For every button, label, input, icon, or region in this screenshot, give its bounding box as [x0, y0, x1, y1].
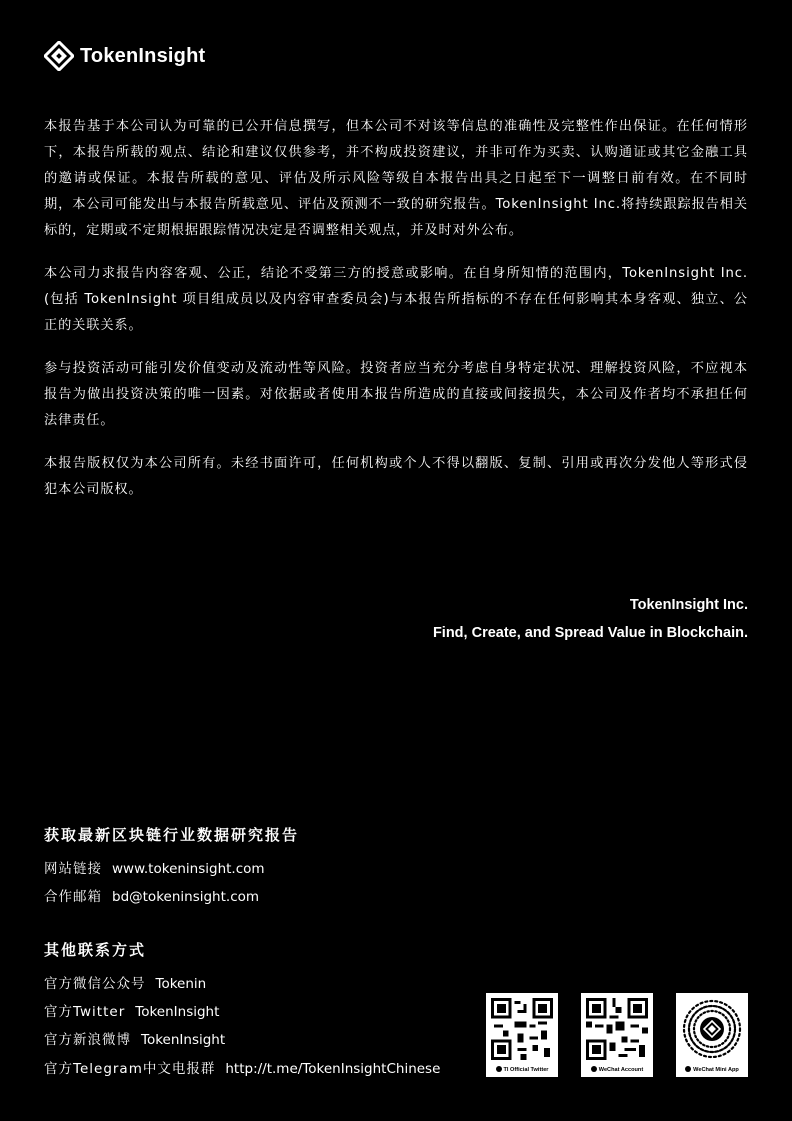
mini-app-icon [685, 1066, 691, 1072]
email-line [44, 887, 259, 907]
qr-code-icon [491, 998, 553, 1060]
website-line [44, 859, 265, 879]
brand-logo [44, 41, 205, 71]
qr-code-mini-app [676, 993, 748, 1077]
contact-label: 官方Twitter [44, 1004, 126, 1020]
disclaimer-paragraph: 本报告版权仅为本公司所有。未经书面许可，任何机构或个人不得以翻版、复制、引用或再次分发他人等形式侵犯本公司版权。 [44, 456, 748, 497]
disclaimer [44, 114, 748, 520]
reports-title: 获取最新区块链行业数据研究报告 [44, 826, 300, 844]
brand-name: TokenInsight [80, 44, 206, 67]
mini-program-code-icon [681, 998, 743, 1060]
email-link[interactable]: bd@tokeninsight.com [112, 889, 260, 905]
email-label: 合作邮箱 [44, 889, 102, 905]
qr-caption: WeChat Mini App [693, 1067, 739, 1073]
qr-code-wechat [581, 993, 653, 1077]
disclaimer-paragraph: 参与投资活动可能引发价值变动及流动性等风险。投资者应当充分考虑自身特定状况、理解投资风险，不应视本报告为做出投资决策的唯一因素。对依据或者使用本报告所造成的直接或间接损失，本公司及作者均不承担任何法律责任。 [44, 361, 748, 428]
contact-label: 官方微信公众号 [44, 976, 146, 992]
disclaimer-paragraph: 本报告基于本公司认为可靠的已公开信息撰写，但本公司不对该等信息的准确性及完整性作出保证。在任何情形下，本报告所载的观点、结论和建议仅供参考，并不构成投资建议，并非可作为买卖、认购通证或其它金融工具的邀请或保证。本报告所载的意见、评估及所示风险等级自本报告出具之日起至下一调整日前有效。在不同时期，本公司可能发出与本报告所载意见、评估及预测不一致的研究报告。TokenInsight Inc.将持续跟踪报告相关标的，定期或不定期根据跟踪情况决定是否调整相关观点，并及时对外公布。 [44, 119, 748, 238]
wechat-icon [591, 1066, 597, 1072]
contact-value: TokenInsight [141, 1032, 226, 1048]
contact-weibo-line [44, 1030, 225, 1050]
contact-value: TokenInsight [135, 1004, 220, 1020]
website-link[interactable]: www.tokeninsight.com [112, 861, 265, 877]
website-label: 网站链接 [44, 861, 102, 877]
contacts-title: 其他联系方式 [44, 941, 147, 959]
twitter-icon [496, 1066, 502, 1072]
tokeninsight-logo-icon [44, 41, 74, 71]
contact-telegram-line [44, 1059, 440, 1079]
contact-twitter-line [44, 1002, 219, 1022]
qr-caption: WeChat Account [598, 1067, 644, 1073]
contact-wechat-line [44, 974, 206, 994]
qr-code-twitter [486, 993, 558, 1077]
telegram-link[interactable]: http://t.me/TokenInsightChinese [225, 1061, 441, 1077]
qr-codes [486, 993, 748, 1077]
qr-caption: TI Official Twitter [503, 1067, 549, 1073]
contact-value: Tokenin [155, 976, 207, 992]
slogan [433, 591, 748, 647]
disclaimer-paragraph: 本公司力求报告内容客观、公正，结论不受第三方的授意或影响。在自身所知情的范围内，TokenInsight Inc.(包括 TokenInsight 项目组成员以及内容审查委员会)与本报告所指标的不存在任何影响其本身客观、独立、公正的关联关系。 [44, 266, 748, 333]
company-name: TokenInsight Inc. [629, 597, 748, 613]
qr-code-icon [586, 998, 648, 1060]
contact-label: 官方Telegram中文电报群 [44, 1061, 216, 1077]
company-tagline: Find, Create, and Spread Value in Blockchain. [432, 625, 748, 641]
contact-label: 官方新浪微博 [44, 1032, 131, 1048]
